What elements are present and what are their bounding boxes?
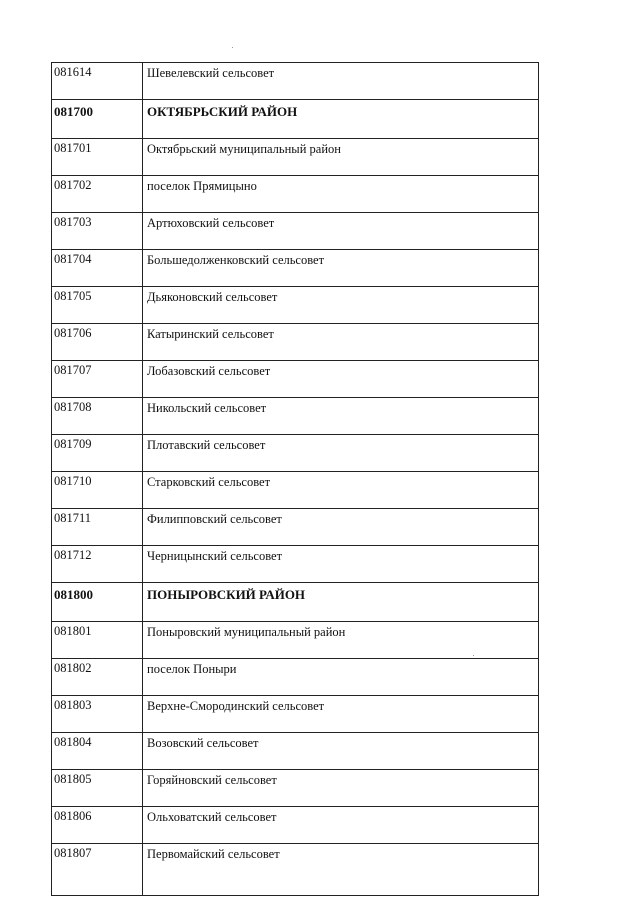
code-cell: 081806 xyxy=(52,807,143,844)
table-row xyxy=(52,139,539,176)
table-row xyxy=(52,324,539,361)
table-row xyxy=(52,696,539,733)
name-cell: Верхне-Смородинский сельсовет xyxy=(143,696,539,733)
code-cell: 081701 xyxy=(52,139,143,176)
table-row xyxy=(52,733,539,770)
table-row xyxy=(52,844,539,896)
code-cell: 081802 xyxy=(52,659,143,696)
code-cell: 081710 xyxy=(52,472,143,509)
code-cell: 081707 xyxy=(52,361,143,398)
code-cell: 081800 xyxy=(52,583,143,622)
table-body xyxy=(52,63,539,896)
name-cell: Катыринский сельсовет xyxy=(143,324,539,361)
district-name-cell: ОКТЯБРЬСКИЙ РАЙОН xyxy=(143,100,539,139)
name-cell: поселок Поныри xyxy=(143,659,539,696)
name-cell: Черницынский сельсовет xyxy=(143,546,539,583)
table-row xyxy=(52,622,539,659)
name-cell: Октябрьский муниципальный район xyxy=(143,139,539,176)
code-cell: 081614 xyxy=(52,63,143,100)
table-row xyxy=(52,250,539,287)
table-row xyxy=(52,287,539,324)
name-cell: Артюховский сельсовет xyxy=(143,213,539,250)
district-name-cell: ПОНЫРОВСКИЙ РАЙОН xyxy=(143,583,539,622)
table-row xyxy=(52,63,539,100)
code-cell: 081706 xyxy=(52,324,143,361)
code-cell: 081703 xyxy=(52,213,143,250)
name-cell: Первомайский сельсовет xyxy=(143,844,539,896)
table-row xyxy=(52,807,539,844)
table-row xyxy=(52,546,539,583)
name-cell: Лобазовский сельсовет xyxy=(143,361,539,398)
name-cell: Шевелевский сельсовет xyxy=(143,63,539,100)
scan-speck xyxy=(232,47,233,48)
table-row xyxy=(52,435,539,472)
name-cell: Возовский сельсовет xyxy=(143,733,539,770)
name-cell: Плотавский сельсовет xyxy=(143,435,539,472)
table-row xyxy=(52,509,539,546)
table-row xyxy=(52,361,539,398)
code-cell: 081711 xyxy=(52,509,143,546)
table-row xyxy=(52,398,539,435)
name-cell: Никольский сельсовет xyxy=(143,398,539,435)
code-cell: 081705 xyxy=(52,287,143,324)
name-cell: Большедолженковский сельсовет xyxy=(143,250,539,287)
name-cell: Филипповский сельсовет xyxy=(143,509,539,546)
code-cell: 081807 xyxy=(52,844,143,896)
name-cell: Поныровский муниципальный район xyxy=(143,622,539,659)
table-row xyxy=(52,770,539,807)
code-cell: 081803 xyxy=(52,696,143,733)
code-cell: 081702 xyxy=(52,176,143,213)
code-cell: 081805 xyxy=(52,770,143,807)
table-row xyxy=(52,659,539,696)
name-cell: Горяйновский сельсовет xyxy=(143,770,539,807)
code-cell: 081804 xyxy=(52,733,143,770)
name-cell: поселок Прямицыно xyxy=(143,176,539,213)
district-header-row xyxy=(52,100,539,139)
district-header-row xyxy=(52,583,539,622)
table-row xyxy=(52,472,539,509)
name-cell: Ольховатский сельсовет xyxy=(143,807,539,844)
code-cell: 081709 xyxy=(52,435,143,472)
code-cell: 081801 xyxy=(52,622,143,659)
table-row xyxy=(52,176,539,213)
name-cell: Дьяконовский сельсовет xyxy=(143,287,539,324)
code-cell: 081708 xyxy=(52,398,143,435)
code-cell: 081700 xyxy=(52,100,143,139)
table-row xyxy=(52,213,539,250)
name-cell: Старковский сельсовет xyxy=(143,472,539,509)
territory-code-table xyxy=(51,62,539,896)
code-cell: 081712 xyxy=(52,546,143,583)
code-cell: 081704 xyxy=(52,250,143,287)
